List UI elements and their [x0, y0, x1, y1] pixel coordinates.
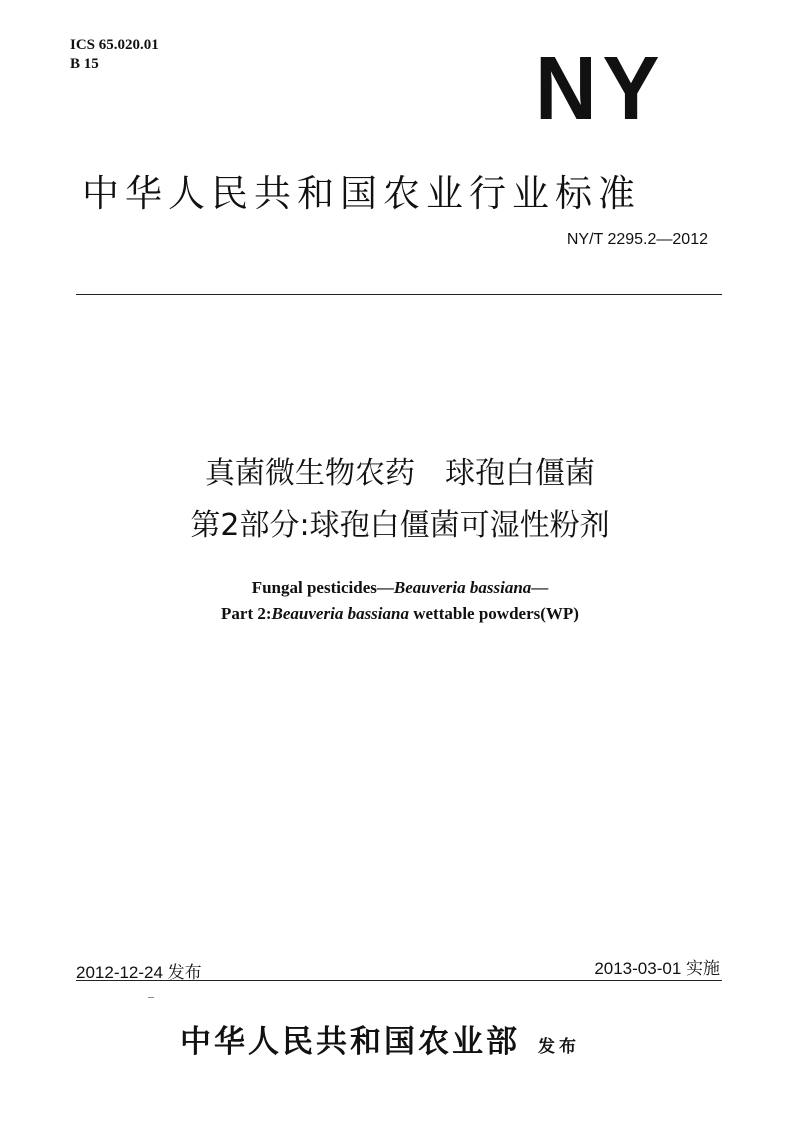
top-divider — [76, 294, 722, 295]
english-title — [0, 575, 800, 627]
standard-number: NY/T 2295.2—2012 — [566, 231, 708, 248]
publisher-name: 中华人民共和国农业部 — [180, 1024, 520, 1060]
publish-label: 发布 — [538, 1037, 580, 1057]
english-title-line-1-suffix: — — [531, 578, 549, 597]
english-title-line-1-species: Beauveria bassiana — [393, 578, 532, 597]
issue-date: 2012-12-24 发布 — [76, 963, 202, 982]
chinese-title — [0, 448, 800, 552]
bottom-divider — [76, 980, 722, 981]
english-title-line-2-prefix: Part 2: — [221, 604, 272, 623]
scan-mark — [148, 997, 154, 998]
english-title-line-2-suffix: wettable powders(WP) — [408, 604, 579, 623]
publisher-line — [180, 1016, 580, 1061]
ics-code: ICS 65.020.01 — [70, 37, 159, 53]
implementation-date: 2013-03-01 实施 — [594, 959, 720, 978]
classification-codes — [70, 36, 159, 74]
chinese-title-line-2: 第2部分:球孢白僵菌可湿性粉剂 — [190, 508, 610, 543]
chinese-title-line-1: 真菌微生物农药 球孢白僵菌 — [205, 456, 595, 491]
english-title-line-2 — [0, 601, 800, 627]
english-title-line-2-species: Beauveria bassiana — [271, 604, 409, 623]
standard-category-title: 中华人民共和国农业行业标准 — [82, 172, 641, 215]
ny-logo: NY — [535, 39, 666, 139]
english-title-line-1-prefix: Fungal pesticides— — [251, 578, 394, 597]
english-title-line-1 — [0, 575, 800, 601]
ccs-code: B 15 — [70, 56, 99, 72]
